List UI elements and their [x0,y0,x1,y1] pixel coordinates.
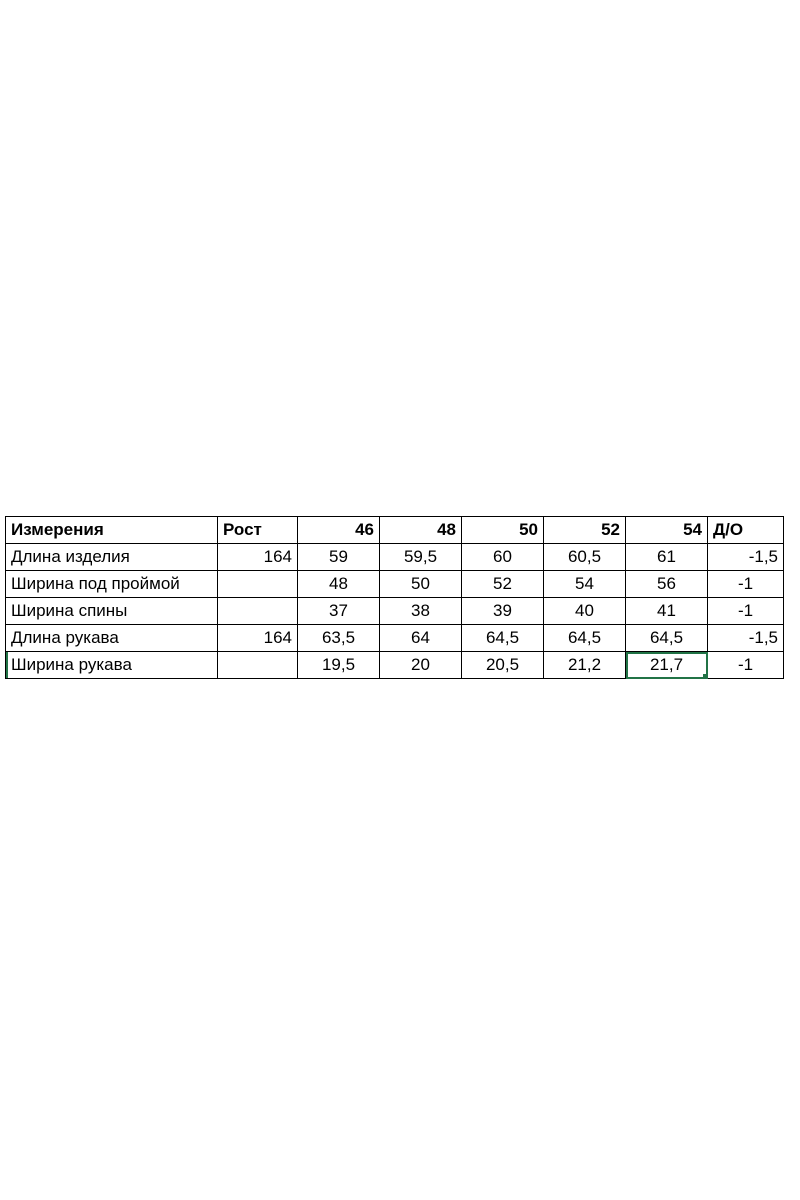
tolerance-cell[interactable]: -1,5 [708,625,784,652]
value-cell[interactable]: 20 [380,652,462,679]
value-cell[interactable]: 39 [462,598,544,625]
table-row [6,625,784,652]
value-cell[interactable]: 63,5 [298,625,380,652]
row-label-cell[interactable]: Длина изделия [6,544,218,571]
table-row [6,598,784,625]
value-cell[interactable]: 50 [380,571,462,598]
height-cell[interactable]: 164 [218,544,298,571]
value-cell[interactable]: 37 [298,598,380,625]
height-cell[interactable] [218,571,298,598]
value-cell[interactable]: 64,5 [626,625,708,652]
row-label-cell[interactable]: Длина рукава [6,625,218,652]
value-cell[interactable]: 19,5 [298,652,380,679]
value-cell[interactable]: 41 [626,598,708,625]
value-cell[interactable]: 56 [626,571,708,598]
row-label-cell[interactable]: Ширина спины [6,598,218,625]
value-cell[interactable]: 48 [298,571,380,598]
selected-cell[interactable] [626,652,708,679]
tolerance-cell[interactable]: -1 [708,571,784,598]
height-cell[interactable]: 164 [218,625,298,652]
header-cell-height[interactable]: Рост [218,517,298,544]
value-cell[interactable]: 21,2 [544,652,626,679]
value-cell[interactable]: 64,5 [544,625,626,652]
tolerance-cell[interactable]: -1 [708,652,784,679]
header-cell-size-54[interactable]: 54 [626,517,708,544]
value-cell[interactable]: 59 [298,544,380,571]
height-cell[interactable] [218,598,298,625]
header-cell-size-46[interactable]: 46 [298,517,380,544]
tolerance-cell[interactable]: -1,5 [708,544,784,571]
height-cell[interactable] [218,652,298,679]
header-cell-measurements[interactable]: Измерения [6,517,218,544]
table-row [6,652,784,679]
value-cell[interactable]: 54 [544,571,626,598]
table-row [6,571,784,598]
value-cell[interactable]: 60,5 [544,544,626,571]
spreadsheet-area [5,516,784,679]
value-cell[interactable]: 61 [626,544,708,571]
row-label-cell[interactable]: Ширина рукава [6,652,218,679]
size-chart-table [5,516,784,679]
value-cell[interactable]: 60 [462,544,544,571]
header-cell-size-50[interactable]: 50 [462,517,544,544]
row-label-cell[interactable]: Ширина под проймой [6,571,218,598]
value-cell[interactable]: 59,5 [380,544,462,571]
header-row [6,517,784,544]
header-cell-tolerance[interactable]: Д/О [708,517,784,544]
header-cell-size-52[interactable]: 52 [544,517,626,544]
value-cell[interactable]: 38 [380,598,462,625]
table-row [6,544,784,571]
header-cell-size-48[interactable]: 48 [380,517,462,544]
value-cell[interactable]: 20,5 [462,652,544,679]
fill-handle[interactable] [703,674,708,679]
tolerance-cell[interactable]: -1 [708,598,784,625]
value-cell[interactable]: 64 [380,625,462,652]
value-cell[interactable]: 40 [544,598,626,625]
value-cell[interactable]: 52 [462,571,544,598]
selected-cell-value: 21,7 [649,655,684,674]
value-cell[interactable]: 64,5 [462,625,544,652]
